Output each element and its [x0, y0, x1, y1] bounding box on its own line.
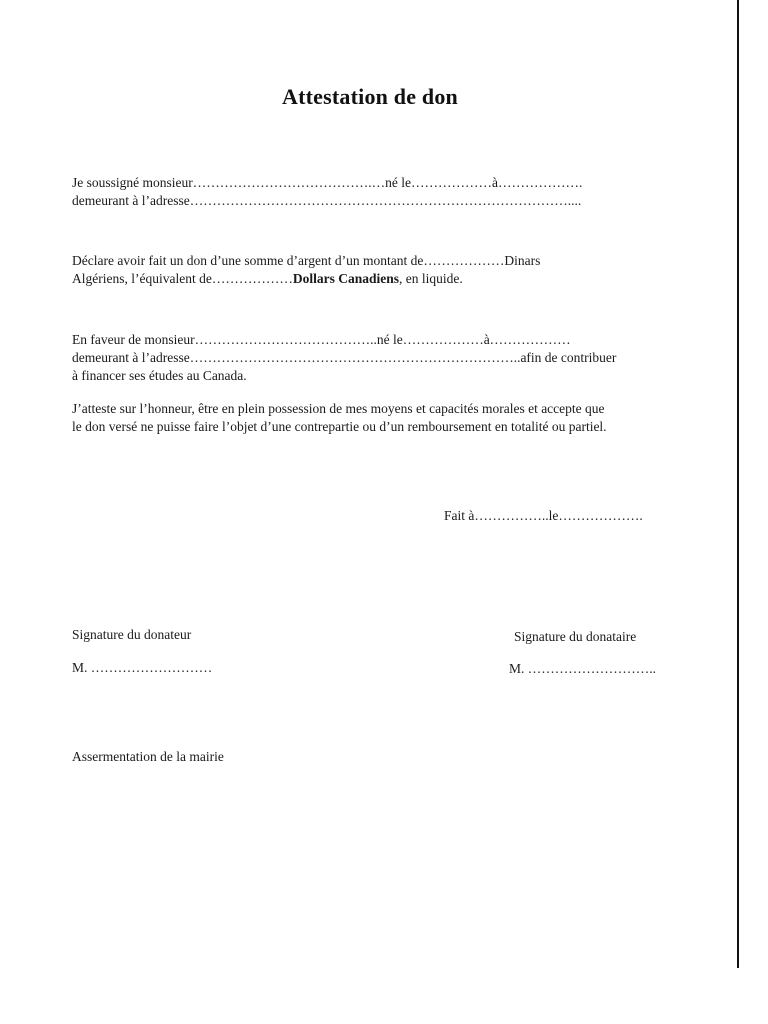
place-date-line: Fait à……………..le……………….	[444, 508, 643, 523]
recipient-signature-label: Signature du donataire	[514, 629, 637, 644]
donor-signature-name: M. ………………………	[72, 660, 213, 675]
currency-label: Dollars Canadiens	[292, 271, 399, 286]
equivalent-suffix: , en liquide.	[398, 271, 463, 286]
purpose-line: à financer ses études au Canada.	[72, 368, 247, 383]
donor-name-line: Je soussigné monsieur………………………………….…né le………………à……………….	[72, 175, 583, 190]
mairie-certification-label: Assermentation de la mairie	[72, 749, 224, 764]
donor-identity-paragraph	[72, 174, 697, 210]
honor-line-1: J’atteste sur l’honneur, être en plein possession de mes moyens et capacités morales et accepte que	[72, 401, 605, 416]
recipient-name-line: En faveur de monsieur…………………………………..né le………………à………………	[72, 332, 571, 347]
recipient-address-line: demeurant à l’adresse………………………………………………………………..afin de contribuer	[72, 350, 617, 365]
document-title: Attestation de don	[282, 84, 458, 109]
page-edge-line	[737, 0, 739, 968]
equivalent-prefix: Algériens, l’équivalent de………………	[72, 271, 293, 286]
donor-address-line: demeurant à l’adresse…………………………………………………………………………....	[72, 193, 582, 208]
donor-signature-label: Signature du donateur	[72, 627, 192, 642]
amount-line: Déclare avoir fait un don d’une somme d’argent d’un montant de………………Dinars	[72, 253, 541, 268]
recipient-paragraph	[72, 331, 697, 385]
honor-statement-paragraph	[72, 400, 697, 436]
equivalent-line	[72, 270, 697, 288]
honor-line-2: le don versé ne puisse faire l’objet d’une contrepartie ou d’un remboursement en totalité ou partiel.	[72, 419, 607, 434]
donation-amount-paragraph	[72, 252, 697, 288]
recipient-signature-name: M. ………………………..	[509, 661, 657, 676]
